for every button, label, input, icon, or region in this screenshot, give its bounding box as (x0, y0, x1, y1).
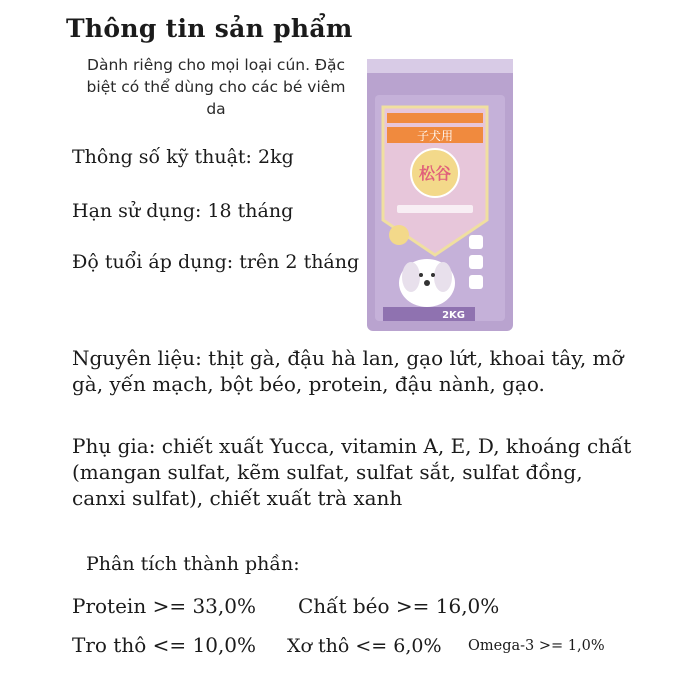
badge-icon (389, 225, 409, 245)
feature-icon-3 (469, 275, 483, 289)
spec-expiry: Hạn sử dụng: 18 tháng (72, 200, 294, 222)
analysis-heading: Phân tích thành phần: (86, 553, 300, 575)
analysis-protein: Protein >= 33,0% (72, 594, 256, 618)
puppy-eye-left (419, 273, 423, 277)
product-bag-image (365, 55, 515, 335)
analysis-fiber: Xơ thô <= 6,0% (287, 635, 442, 657)
label-subtext (397, 205, 473, 213)
puppy-ear-left (402, 262, 420, 292)
puppy-nose (424, 280, 430, 286)
analysis-fat: Chất béo >= 16,0% (298, 594, 500, 618)
puppy-eye-right (431, 273, 435, 277)
bag-top-seal (367, 59, 513, 73)
banner-text: 子犬用 (416, 129, 454, 143)
product-description: Dành riêng cho mọi loại cún. Đặc biệt có thể dùng cho các bé viêm da (86, 56, 346, 118)
brand-text: 松谷 (418, 164, 452, 183)
weight-tag-text: 2KG (442, 310, 465, 321)
analysis-ash: Tro thô <= 10,0% (72, 633, 257, 657)
ingredients-text: Nguyên liệu: thịt gà, đậu hà lan, gạo lứt, khoai tây, mỡ gà, yến mạch, bột béo, protein, đậu nành, gạo. (72, 346, 624, 396)
additives-text: Phụ gia: chiết xuất Yucca, vitamin A, E, D, khoáng chất (mangan sulfat, kẽm sulfat, sulfat sắt, sulfat đồng, canxi sulfat), chiết xuất trà xanh (72, 434, 632, 510)
spec-weight: Thông số kỹ thuật: 2kg (72, 146, 294, 168)
feature-icon-1 (469, 235, 483, 249)
label-top-stripe (387, 113, 483, 123)
spec-age: Độ tuổi áp dụng: trên 2 tháng (72, 251, 360, 273)
page-title: Thông tin sản phẩm (66, 14, 353, 43)
analysis-omega3: Omega-3 >= 1,0% (468, 638, 605, 654)
puppy-ear-right (434, 262, 452, 292)
feature-icon-2 (469, 255, 483, 269)
